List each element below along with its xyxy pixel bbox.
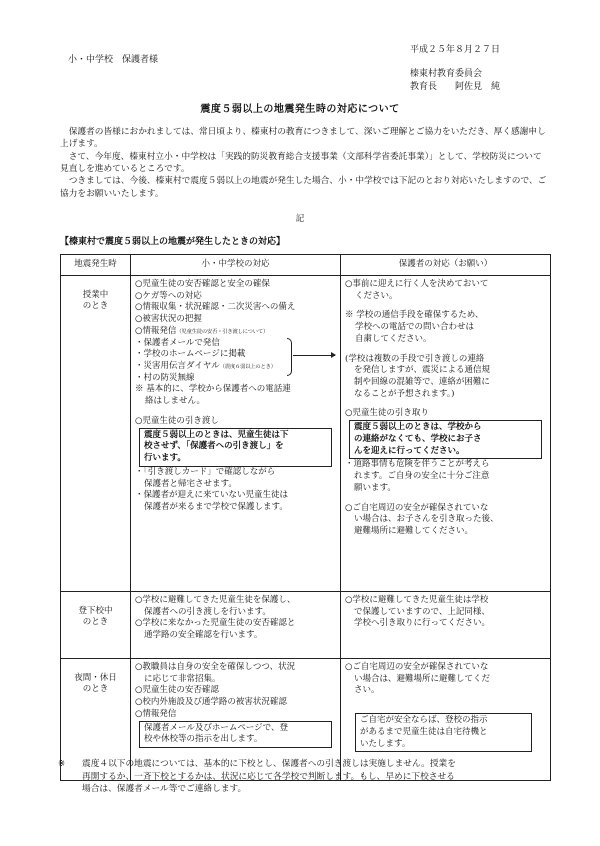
footnote-line-3: 場合は、保護者メール等でご連絡します。 bbox=[82, 784, 247, 795]
handover-notice-box: 震度５弱以上のときは、児童生徒は下 校させず、「保護者への引き渡し」を 行います。 bbox=[139, 428, 332, 467]
table-row-class-time bbox=[61, 276, 551, 592]
arrow-mark bbox=[293, 355, 335, 356]
addressee: 小・中学校 保護者様 bbox=[68, 55, 159, 65]
header-school: 小・中学校の対応 bbox=[131, 255, 341, 276]
when-class-time: 授業中 のとき bbox=[61, 276, 131, 592]
table-heading: 【榛東村で震度５弱以上の地震が発生したときの対応】 bbox=[60, 237, 286, 247]
when-commute: 登下校中 のとき bbox=[61, 592, 131, 659]
document-date: 平成２５年８月２７日 bbox=[410, 45, 501, 55]
footnote-mark: ※ bbox=[58, 759, 66, 769]
table-header-row bbox=[61, 255, 551, 276]
header-parent: 保護者の対応（お願い） bbox=[341, 255, 551, 276]
parent-response-commute: ○学校に避難してきた児童生徒は学校 で保護していますので、上記同様、 学校へ引き取りに行ってください。 bbox=[341, 592, 551, 659]
issuer-org: 榛東村教育委員会 bbox=[410, 69, 483, 79]
info-channels: ・保護者メールで発信 ・学校のホームページに掲載 ・災害用伝言ダイヤル（震度６弱以上のとき） bbox=[135, 338, 336, 373]
body-paragraph-2: さて、今年度、榛東村立小・中学校は「実践的防災教育総合支援事業（文部科学省委託事業）」として、学校防災について見直しを進めているところです。 bbox=[60, 151, 542, 175]
parent-notice-box: ご自宅が安全ならば、登校の指示 があるまで児童生徒は自宅待機と いたします。 bbox=[355, 713, 532, 752]
school-response-class-time: ○児童生徒の安否確認と安全の確保 ○ケガ等への対応 ○情報収集・状況確認・二次災害への備え ○被害状況の把握 ○情報発信（児童生徒の安否・引き渡しについて） ・保護者メールで発信 ・学校のホームページに掲載 ・災害用伝言ダイヤル（震度６弱以上のとき） ・村の防災無線 ※ 基本的に、学校から保護者への電話連 絡はしません。 ○児童生徒の引き渡し 震度５弱以上のときは、児童生徒は下 校させず、「保護者への引き渡し」を 行います。 ・「引き渡しカード」で確認しながら 保護者と帰宅させます。 ・保護者が迎えに来ていない児童生徒は 保護者が来るまで学校で保護します。 bbox=[131, 276, 341, 592]
school-notice-box: 保護者メール及びホームページで、登 校や休校等の指示を出します。 bbox=[139, 721, 332, 748]
pickup-notice-box: 震度５弱以上のときは、学校から の連絡がなくても、学校にお子さ んを迎えに行ってください。 bbox=[349, 420, 542, 459]
parent-response-class-time: ○事前に迎えに行く人を決めておいて ください。 ※ 学校の通信手段を確保するため、 学校への電話での問い合わせは 自粛してください。 (学校は複数の手段で引き渡しの連絡 を発信しますが、震災による通信規 制や回線の混雑等で、連絡が困難に なることが予想されます。) ○児童生徒の引き取り 震度５弱以上のときは、学校から の連絡がなくても、学校にお子さ んを迎えに行ってください。 ・道路事情も危険を伴うことが考えら れます。ご自身の安全に十分ご注意 願います。 ○ご自宅周辺の安全が確保されていな い場合は、お子さんを引き取った後、 避難場所に避難してください。 bbox=[341, 276, 551, 592]
school-response-commute: ○学校に避難してきた児童生徒を保護し、 保護者への引き渡しを行います。 ○学校に来なかった児童生徒の安否確認と 通学路の安全確認を行います。 bbox=[131, 592, 341, 659]
body-text bbox=[60, 126, 550, 200]
issuer-name: 教育長 阿佐見 純 bbox=[410, 82, 501, 93]
document-title: 震度５弱以上の地震発生時の対応について bbox=[200, 104, 400, 115]
footnote bbox=[58, 758, 548, 796]
body-paragraph-3: つきましては、今後、榛東村で震度５弱以上の地震が発生した場合、小・中学校では下記のとおり対応いたしますので、ご協力をお願いいたします。 bbox=[60, 176, 547, 199]
school-response-night-holiday: ○教職員は自身の安全を確保しつつ、状況 に応じて非常招集。 ○児童生徒の安否確認 ○校内外施設及び通学路の被害状況確認 ○情報発信 保護者メール及びホームページで、登 校や休校等の指示を出します。 bbox=[131, 659, 341, 781]
ki-marker: 記 bbox=[295, 214, 305, 224]
response-table bbox=[60, 254, 551, 781]
brace-mark bbox=[287, 338, 292, 376]
header-when: 地震発生時 bbox=[61, 255, 131, 276]
table-row-commute bbox=[61, 592, 551, 659]
footnote-line-2: 再開するか、一斉下校とするかは、状況に応じて各学校で判断します。もし、早めに下校させる bbox=[82, 771, 455, 782]
parent-response-night-holiday: ○ご自宅周辺の安全が確保されていな い場合は、避難場所に避難してくだ さい。 ご自宅が安全ならば、登校の指示 があるまで児童生徒は自宅待機と いたします。 bbox=[341, 659, 551, 781]
body-paragraph-1: 保護者の皆様におかれましては、常日頃より、榛東村の教育につきまして、深いご理解とご協力をいただき、厚く感謝申し上げます。 bbox=[60, 127, 546, 150]
footnote-line-1: 震度４以下の地震については、基本的に下校とし、保護者への引き渡しは実施しません。授業を bbox=[82, 759, 456, 769]
issuer-block bbox=[410, 68, 500, 94]
when-night-holiday: 夜間・休日 のとき bbox=[61, 659, 131, 781]
